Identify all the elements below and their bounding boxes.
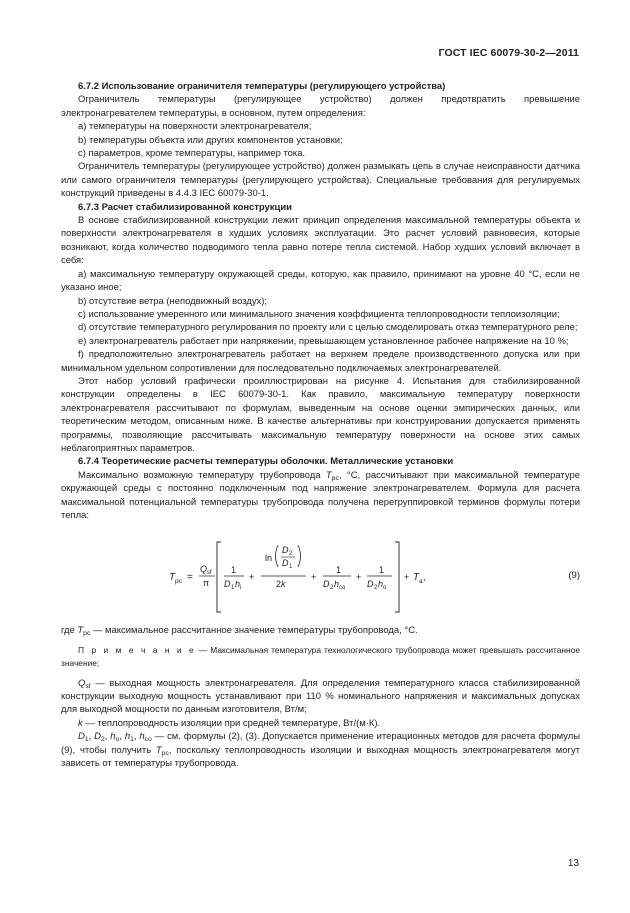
svg-text:co: co — [339, 585, 346, 592]
svg-text:,: , — [423, 572, 426, 583]
svg-text:i: i — [240, 585, 242, 592]
svg-text:D: D — [282, 545, 289, 556]
svg-text:T: T — [169, 572, 176, 584]
svg-text:1: 1 — [336, 565, 342, 576]
svg-text:D: D — [224, 579, 231, 590]
svg-text:+: + — [356, 572, 362, 583]
section-heading-672: 6.7.2 Использование ограничителя температуры (регулирующего устройства) — [78, 81, 446, 92]
svg-text:h: h — [378, 579, 384, 590]
svg-text:D: D — [323, 579, 330, 590]
svg-text:1: 1 — [231, 565, 237, 576]
svg-text:π: π — [203, 578, 210, 589]
equation-9 — [61, 536, 580, 616]
list-item: c) параметров, кроме температуры, например тока. — [78, 148, 306, 160]
definition-k: k — теплопроводность изоляции при средней температуре, Вт/(м·К). — [78, 717, 381, 729]
svg-text:h: h — [334, 579, 340, 590]
definition-qsf: $Q_{sf}$ — выходная мощность электронагревателя. Для определения температурного класса стабилизированной конструкции выходную мощность устанавливают при 110 % номинального напряжения и максимальных допусках для выходной мощности по данным изготовителя, Вт/м; — [61, 677, 580, 716]
formula — [61, 536, 580, 616]
list-item: d) отсутствие температурного регулирования по проекту или с целью смоделировать отказ температурного реле; — [78, 322, 578, 334]
svg-text:o: o — [383, 585, 387, 592]
definition-dimensions: $D_1$, $D_2$, $h_o$, $h_1$, $h_{co}$ — см. формулы (2), (3). Допускается применение итерационных методов для расчета формулы (9), чтобы получить $T_{pc}$, поскольку теплопроводность изоляции и выходная мощность электронагревателя могут зависеть от температуры трубопровода. — [61, 731, 581, 770]
equation-number: (9) — [568, 570, 580, 582]
paragraph: В основе стабилизированной конструкции лежит принцип определения максимальной температуры объекта и поверхности электронагревателя в худших условиях эксплуатации. Это расчет условий равновесия, которые возникают, когда количество подводимого тепла равно потере тепла системой. Набор худших условий включает в себя: — [61, 215, 580, 267]
svg-text:1: 1 — [231, 585, 235, 592]
list-item: b) отсутствие ветра (неподвижный воздух); — [78, 295, 268, 307]
section-heading-674: 6.7.4 Теоретические расчеты температуры оболочки. Металлические установки — [78, 456, 454, 468]
svg-text:=: = — [187, 572, 193, 584]
svg-text:D: D — [282, 558, 289, 569]
paragraph: Максимально возможную температуру трубопровода $T_{pc}$, °C, рассчитывают при максимальной температуре окружающей среды с постоянно подключенным под напряжение электронагревателем. Формула для расчета максимальной потенциальной температуры трубопровода получена перегруппировкой терминов формулы потери тепла: — [61, 469, 580, 521]
svg-text:2: 2 — [330, 585, 334, 592]
standard-header: ГОСТ IEC 60079-30-2—2011 — [438, 47, 579, 59]
svg-text:+: + — [249, 572, 255, 583]
svg-text:2: 2 — [289, 551, 293, 558]
svg-text:a: a — [419, 578, 423, 586]
list-item: e) электронагреватель работает при напряжении, превышающем установленное рабочее напряжение на 10 %; — [78, 335, 569, 347]
svg-text:D: D — [367, 579, 374, 590]
definition-tpc: где $T_{pc}$ — максимальное рассчитанное значение температуры трубопровода, °C. — [61, 625, 418, 638]
svg-text:+: + — [404, 572, 410, 583]
svg-text:1: 1 — [289, 564, 293, 571]
section-heading-673: 6.7.3 Расчет стабилизированной конструкции — [78, 201, 292, 213]
svg-text:1: 1 — [379, 565, 385, 576]
svg-text:pc: pc — [175, 578, 182, 586]
svg-text:ln: ln — [265, 553, 273, 564]
paragraph: Ограничитель температуры (регулирующее устройство) должен предотвратить превышение электронагревателем температуры, в основном, путем определения: — [61, 94, 580, 119]
svg-text:2k: 2k — [276, 579, 286, 590]
svg-text:+: + — [311, 572, 317, 583]
list-item: b) температуры объекта или других компонентов установки; — [78, 134, 343, 146]
svg-text:Q: Q — [200, 564, 208, 575]
paragraph: Этот набор условий графически проиллюстрирован на рисунке 4. Испытания для стабилизированной конструкции определены в IEC 60079-30-1. Как правило, максимальную температуру поверхности электронагревателя рассчитывают по формулам, выведенным на основе оценки эмпирических данных, или теоретическим методом, описанным ниже. В качестве альтернативы при конструировании допускается применять программы, позволяющие рассчитывать максимальную температуру поверхности на основе этих самых неблагоприятных параметров. — [61, 375, 580, 454]
page-body — [61, 80, 580, 770]
list-item: a) температуры на поверхности электронагревателя; — [78, 121, 312, 133]
svg-text:T: T — [413, 572, 420, 584]
list-item: f) предположительно электронагреватель работает на верхнем пределе производственного допуска или при минимальном удельном сопротивлении для последовательно подключаемых электронагревателей. — [61, 349, 580, 374]
list-item: c) использование умеренного или минимального значения коэффициента теплопроводности теплоизоляции; — [78, 308, 560, 320]
paragraph: Ограничитель температуры (регулирующее устройство) должен размыкать цепь в случае неисправности датчика или самого ограничителя температуры (регулирующего устройства). Специальные требования для регулируемых конструкций приведены в 4.4.3 IEC 60079-30-1. — [61, 161, 580, 200]
svg-text:h: h — [235, 579, 241, 590]
page-number: 13 — [567, 858, 579, 869]
list-item: a) максимальную температуру окружающей среды, которую, как правило, принимают на уровне 40 °C, если не указано иное; — [61, 268, 580, 294]
svg-text:sf: sf — [207, 570, 212, 577]
note: П р и м е ч а н и е — Максимальная температура технологического трубопровода может превышать рассчитанное значение; — [61, 644, 580, 669]
svg-text:2: 2 — [374, 585, 378, 592]
